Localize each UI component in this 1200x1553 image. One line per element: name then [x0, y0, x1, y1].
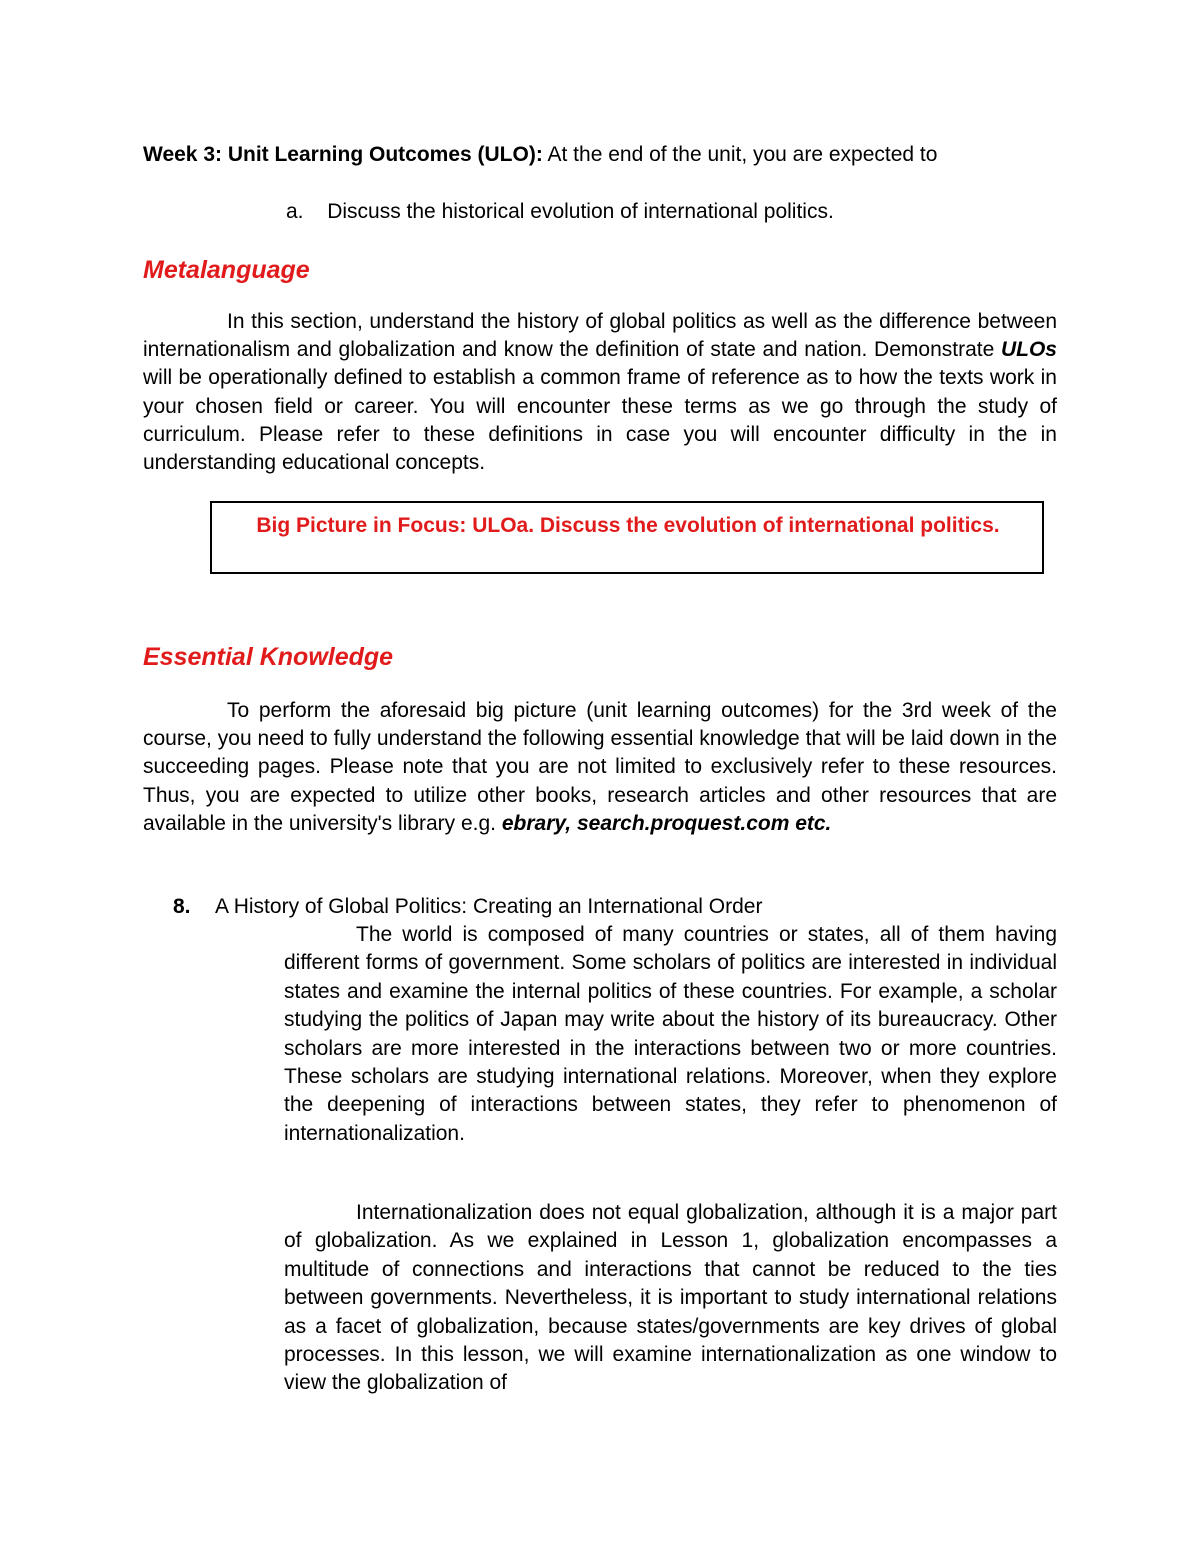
section-paragraph-1-text: The world is composed of many countries or states, all of them having different forms of government. Some scholars of politics are interested in individual states and examine the internal politics of these countries. For example, a scholar studying the politics of Japan may write about the history of its bureaucracy. Other scholars are more interested in the interactions between two or more countries. These scholars are studying international relations. Moreover, when they explore the deepening of interactions between states, they refer to phenomenon of internationalization.: [284, 923, 1057, 1145]
section-heading: [173, 893, 762, 921]
ulo-header: [143, 141, 937, 169]
objective-item: [286, 198, 834, 226]
essential-knowledge-heading: Essential Knowledge: [143, 643, 394, 671]
section-paragraph-2-text: Internationalization does not equal globalization, although it is a major part of globalization. As we explained in Lesson 1, globalization encompasses a multitude of connections and interactions that cannot be reduced to the ties between governments. Nevertheless, it is important to study international relations as a facet of globalization, because states/governments are key drives of global processes. In this lesson, we will examine internationalization as one window to view the globalization of: [284, 1201, 1057, 1395]
metalanguage-emphasis: ULOs: [1000, 338, 1057, 362]
section-title: A History of Global Politics: Creating an International Order: [215, 895, 763, 918]
proquest-emphasis: search.proquest.com etc.: [576, 811, 832, 835]
metalanguage-paragraph: [143, 308, 1057, 477]
ulo-label: Unit Learning Outcomes (ULO):: [227, 143, 543, 166]
section-paragraph-1: [284, 921, 1057, 1148]
big-picture-text: Big Picture in Focus: ULOa. Discuss the evolution of international politics.: [256, 514, 1000, 537]
section-number: 8.: [173, 895, 191, 918]
essential-text: To perform the aforesaid big picture (unit learning outcomes) for the 3rd week of the course, you need to fully understand the following essential knowledge that will be laid down in the succeeding pages. Please note that you are not limited to exclusively refer to these resources. Thus, you are expected to utilize other books, research articles and other resources that are available in the university's library e.g.: [143, 699, 1057, 835]
ebrary-emphasis: ebrary,: [501, 811, 572, 835]
essential-knowledge-paragraph: [143, 697, 1057, 838]
metalanguage-heading: Metalanguage: [143, 256, 310, 284]
objective-text: Discuss the historical evolution of international politics.: [327, 200, 834, 223]
week-label: Week 3: [143, 143, 215, 166]
week-colon: :: [215, 143, 228, 166]
objective-marker: a.: [286, 200, 304, 223]
ulo-intro: At the end of the unit, you are expected to: [542, 143, 938, 166]
metalanguage-text-start: In this section, understand the history of global politics as well as the difference between internationalism and globalization and know the definition of state and nation. Demonstrate: [143, 310, 1057, 362]
metalanguage-text-end: will be operationally defined to establish a common frame of reference as to how the texts work in your chosen field or career. You will encounter these terms as we go through the study of curriculum. Please refer to these definitions in case you will encounter difficulty in the in understanding educational concepts.: [143, 366, 1057, 475]
section-paragraph-2: [284, 1199, 1057, 1398]
